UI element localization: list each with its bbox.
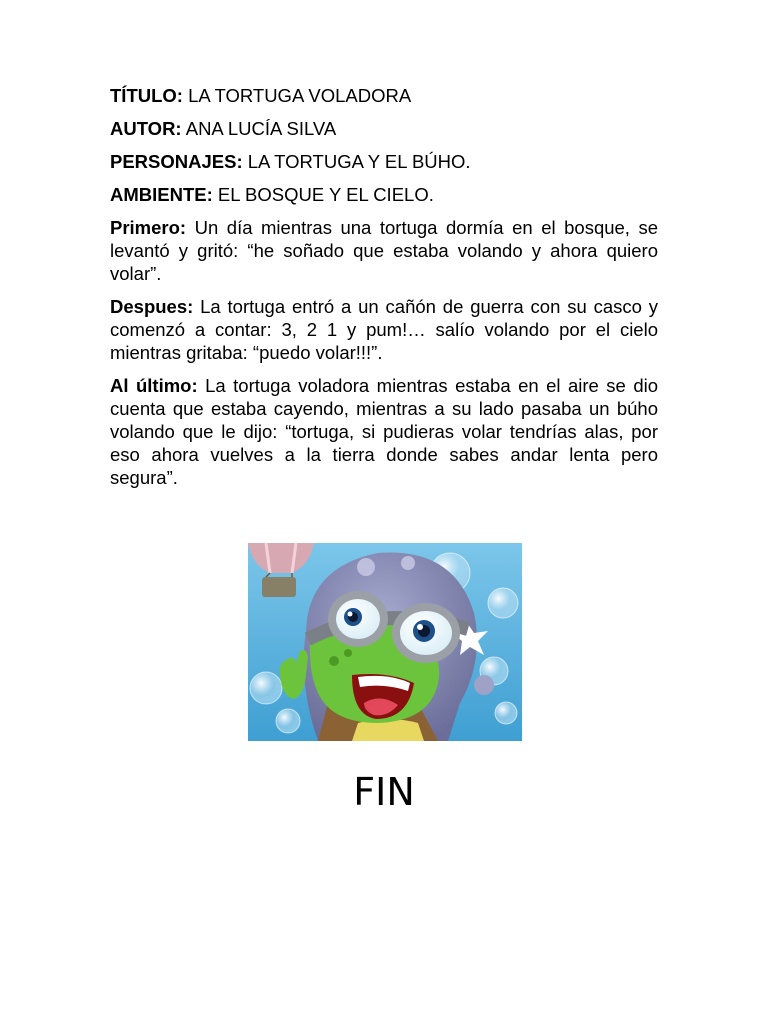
- setting-value: EL BOSQUE Y EL CIELO.: [217, 184, 434, 205]
- first-paragraph: [110, 216, 658, 285]
- author-value: ANA LUCÍA SILVA: [185, 118, 337, 139]
- then-text: La tortuga entró a un cañón de guerra con su casco y comenzó a contar: 3, 2 1 y pum!… salío volando por el cielo mientras gritaba: “puedo volar!!!”.: [110, 296, 658, 363]
- title-value: LA TORTUGA VOLADORA: [188, 85, 412, 106]
- author-line: [110, 117, 658, 140]
- setting-label: AMBIENTE:: [110, 184, 213, 205]
- author-label: AUTOR:: [110, 118, 182, 139]
- characters-label: PERSONAJES:: [110, 151, 243, 172]
- title-label: TÍTULO:: [110, 85, 183, 106]
- first-text: Un día mientras una tortuga dormía en el bosque, se levantó y gritó: “he soñado que estaba volando y ahora quiero volar”.: [110, 217, 659, 284]
- last-label: Al último:: [110, 375, 198, 396]
- last-paragraph: [110, 374, 658, 489]
- first-label: Primero:: [110, 217, 187, 238]
- title-line: [110, 84, 658, 107]
- then-label: Despues:: [110, 296, 194, 317]
- setting-line: [110, 183, 658, 206]
- characters-value: LA TORTUGA Y EL BÚHO.: [247, 151, 471, 172]
- story-text: [110, 84, 658, 499]
- last-text: La tortuga voladora mientras estaba en el aire se dio cuenta que estaba cayendo, mientras a su lado pasaba un búho volando que le dijo: “tortuga, si pudieras volar tendrías alas, por eso ahora vuelves a la tierra donde sabes andar lenta pero segura”.: [110, 375, 659, 488]
- then-paragraph: [110, 295, 658, 364]
- characters-line: [110, 150, 658, 173]
- end-heading: FIN: [353, 770, 415, 814]
- cartoon-turtle-pilot-icon: [248, 543, 522, 741]
